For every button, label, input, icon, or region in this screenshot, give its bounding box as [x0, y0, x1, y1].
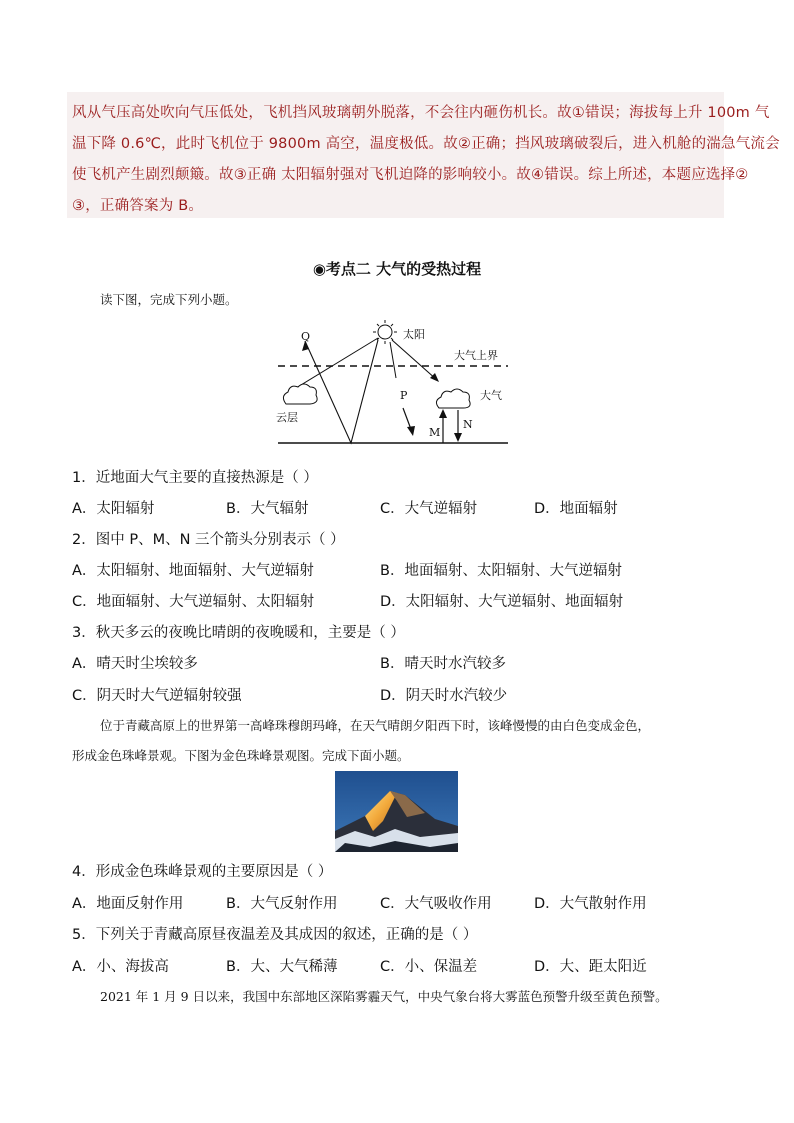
label-cloud: 云层	[276, 411, 298, 424]
question-3-option-c: C．阴天时大气逆辐射较强	[72, 688, 242, 704]
question-4-option-b: B．大气反射作用	[226, 896, 338, 912]
label-q: Q	[301, 330, 311, 343]
label-upper-boundary: 大气上界	[454, 349, 498, 362]
question-2-option-a: A．太阳辐射、地面辐射、大气逆辐射	[72, 563, 314, 579]
answer-line-4: ③，正确答案为 B。	[72, 198, 204, 214]
question-5-option-d: D．大、距太阳近	[534, 959, 647, 975]
answer-line-3: 使飞机产生剧烈颠簸。故③正确 太阳辐射强对飞机迫降的影响较小。故④错误。综上所述，本题应选择②	[72, 167, 749, 183]
question-5-stem: 5．下列关于青藏高原昼夜温差及其成因的叙述，正确的是（ ）	[72, 927, 478, 943]
m-arrowhead	[439, 409, 447, 418]
label-n: N	[463, 418, 473, 431]
atmosphere-heating-diagram	[272, 318, 516, 448]
question-3-option-b: B．晴天时水汽较多	[380, 656, 506, 672]
p-arrowhead	[407, 426, 415, 436]
answer-line-2: 温下降 0.6℃，此时飞机位于 9800m 高空，温度极低。故②正确；挡风玻璃破裂后，进入机舱的湍急气流会	[72, 136, 780, 152]
question-5-option-a: A．小、海拔高	[72, 959, 169, 975]
question-1-stem: 1．近地面大气主要的直接热源是（ ）	[72, 470, 318, 486]
question-2-option-b: B．地面辐射、太阳辐射、大气逆辐射	[380, 563, 622, 579]
question-4-option-c: C．大气吸收作用	[380, 896, 492, 912]
question-5-option-c: C．小、保温差	[380, 959, 478, 975]
question-4-option-d: D．大气散射作用	[534, 896, 647, 912]
ray-to-atmosphere	[392, 340, 437, 380]
question-4-stem: 4．形成金色珠峰景观的主要原因是（ ）	[72, 864, 333, 880]
question-2-stem: 2．图中 P、M、N 三个箭头分别表示（ ）	[72, 532, 345, 548]
ray-to-cloud	[296, 338, 378, 388]
cloud-left-icon	[283, 384, 317, 404]
intro-smog-line: 2021 年 1 月 9 日以来，我国中东部地区深陷雾霾天气，中央气象台将大雾蓝色预警升级至黄色预警。	[100, 989, 668, 1004]
ray-to-p	[390, 342, 396, 378]
question-3-stem: 3．秋天多云的夜晚比晴朗的夜晚暖和，主要是（ ）	[72, 625, 405, 641]
question-2-option-c: C．地面辐射、大气逆辐射、太阳辐射	[72, 594, 315, 610]
sun-icon	[373, 320, 397, 344]
intro-read-diagram: 读下图，完成下列小题。	[100, 292, 238, 307]
golden-everest-photo	[335, 771, 458, 852]
question-5-option-b: B．大、大气稀薄	[226, 959, 338, 975]
cloud-right-icon	[436, 389, 470, 408]
label-p: P	[400, 389, 408, 402]
question-3-option-d: D．阴天时水汽较少	[380, 688, 508, 704]
n-arrowhead	[454, 433, 462, 442]
question-3-option-a: A．晴天时尘埃较多	[72, 656, 198, 672]
question-2-option-d: D．太阳辐射、大气逆辐射、地面辐射	[380, 594, 624, 610]
section-title: ◉考点二 大气的受热过程	[312, 260, 482, 278]
question-1-option-c: C．大气逆辐射	[380, 501, 478, 517]
label-m: M	[429, 426, 441, 439]
intro-everest-line-1: 位于青藏高原上的世界第一高峰珠穆朗玛峰，在天气晴朗夕阳西下时，该峰慢慢的由白色变成金色，	[100, 718, 651, 733]
question-1-option-b: B．大气辐射	[226, 501, 309, 517]
question-4-option-a: A．地面反射作用	[72, 896, 184, 912]
question-1-option-a: A．太阳辐射	[72, 501, 155, 517]
label-atmosphere: 大气	[480, 389, 502, 402]
question-1-option-d: D．地面辐射	[534, 501, 618, 517]
answer-line-1: 风从气压高处吹向气压低处，飞机挡风玻璃朝外脱落，不会往内砸伤机长。故①错误；海拔每上升 100m 气	[72, 105, 770, 121]
label-sun: 太阳	[403, 328, 425, 341]
intro-everest-line-2: 形成金色珠峰景观。下图为金色珠峰景观图。完成下面小题。	[72, 748, 410, 763]
